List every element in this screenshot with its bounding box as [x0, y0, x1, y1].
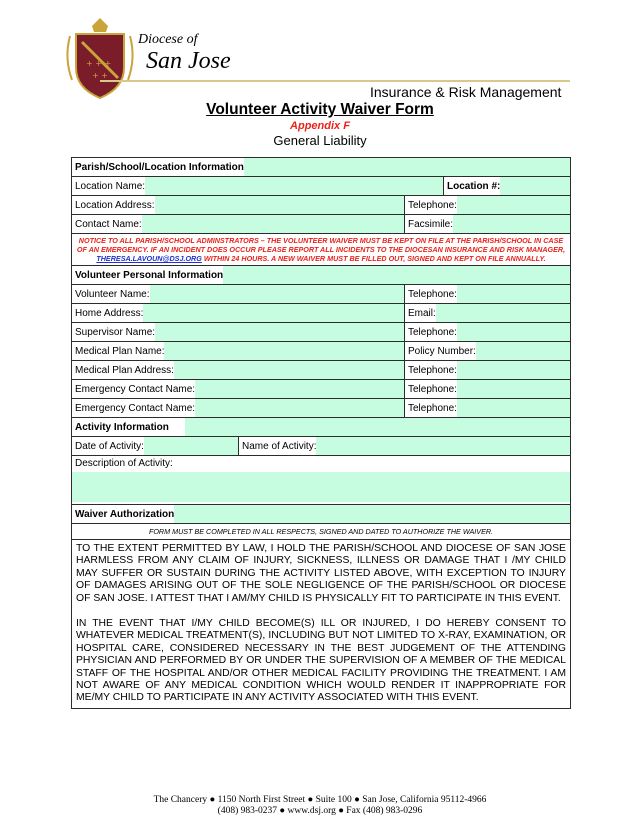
- notice-part1: NOTICE TO ALL PARISH/SCHOOL ADMINSTRATORS – THE VOLUNTEER WAIVER MUST BE KEPT ON FILE AT THE PARISH/SCHOOL IN CASE OF AN EMERGENCY. IF AN INCIDENT DOES OCCUR PLEASE REPORT ALL INCIDENTS TO THE DIOCESAN INSURANCE AND RISK MANAGER,: [76, 236, 566, 254]
- location-number-field[interactable]: [500, 177, 570, 195]
- location-telephone-label: Telephone:: [408, 199, 457, 211]
- form-subtitle: General Liability: [273, 133, 367, 148]
- location-number-label: Location #:: [447, 180, 501, 192]
- activity-name-field[interactable]: [316, 437, 570, 455]
- header-divider: [100, 80, 570, 82]
- emergency-telephone-label: Telephone:: [408, 383, 457, 395]
- emergency-contact-row-1: [72, 380, 570, 399]
- home-address-row: [72, 304, 570, 323]
- emergency-contact-field-2[interactable]: [195, 399, 404, 417]
- activity-description-row: [72, 456, 570, 505]
- logo-text-line1: Diocese of: [138, 32, 198, 47]
- email-label: Email:: [408, 307, 436, 319]
- section-title-volunteer: Volunteer Personal Information: [75, 269, 224, 281]
- department-name: Insurance & Risk Management: [370, 84, 562, 100]
- section-title-waiver: Waiver Authorization: [75, 508, 175, 520]
- svg-text:+ + +: + + +: [86, 59, 112, 68]
- location-address-row: [72, 196, 570, 215]
- activity-date-label: Date of Activity:: [75, 440, 144, 452]
- activity-date-field[interactable]: [144, 437, 238, 455]
- notice-part2: WITHIN 24 HOURS. A NEW WAIVER MUST BE FILLED OUT, SIGNED AND KEPT ON FILE ANNUALLY.: [201, 254, 546, 263]
- volunteer-name-field[interactable]: [150, 285, 405, 303]
- activity-description-field[interactable]: [72, 472, 570, 502]
- emergency-telephone-label-2: Telephone:: [408, 402, 457, 414]
- policy-number-label: Policy Number:: [408, 345, 476, 357]
- section-title-activity: Activity Information: [75, 421, 169, 433]
- completion-note: FORM MUST BE COMPLETED IN ALL RESPECTS, SIGNED AND DATED TO AUTHORIZE THE WAIVER.: [72, 524, 570, 540]
- supervisor-telephone-label: Telephone:: [408, 326, 457, 338]
- medical-plan-row: [72, 342, 570, 361]
- medical-plan-address-field[interactable]: [174, 361, 404, 379]
- footer-contact: (408) 983-0237 ● www.dsj.org ● Fax (408) 983-0296: [217, 806, 423, 816]
- email-field[interactable]: [436, 304, 570, 322]
- section-fill: [174, 505, 570, 523]
- home-address-label: Home Address:: [75, 307, 144, 319]
- activity-description-label: Description of Activity:: [75, 458, 173, 469]
- volunteer-telephone-field[interactable]: [457, 285, 570, 303]
- location-address-field[interactable]: [155, 196, 405, 214]
- policy-number-field[interactable]: [476, 342, 570, 360]
- waiver-form: [71, 157, 571, 709]
- form-title: Volunteer Activity Waiver Form: [206, 101, 434, 118]
- footer: [0, 795, 640, 817]
- medical-plan-telephone-label: Telephone:: [408, 364, 457, 376]
- emergency-contact-label: Emergency Contact Name:: [75, 383, 196, 395]
- section-header-location: [72, 158, 570, 177]
- home-address-field[interactable]: [143, 304, 404, 322]
- emergency-telephone-field[interactable]: [457, 380, 570, 398]
- emergency-telephone-field-2[interactable]: [457, 399, 570, 417]
- volunteer-telephone-label: Telephone:: [408, 288, 457, 300]
- location-address-label: Location Address:: [75, 199, 155, 211]
- facsimile-label: Facsimile:: [408, 218, 454, 230]
- location-name-field[interactable]: [145, 177, 443, 195]
- supervisor-telephone-field[interactable]: [457, 323, 570, 341]
- contact-name-row: [72, 215, 570, 234]
- location-name-row: [72, 177, 570, 196]
- medical-plan-address-row: [72, 361, 570, 380]
- contact-name-field[interactable]: [142, 215, 404, 233]
- section-header-waiver: [72, 505, 570, 524]
- location-name-label: Location Name:: [75, 180, 146, 192]
- notice-text: [72, 234, 570, 266]
- supervisor-name-label: Supervisor Name:: [75, 326, 156, 338]
- logo-text-line2: San Jose: [146, 48, 231, 74]
- footer-address: The Chancery ● 1150 North First Street ● Suite 100 ● San Jose, California 95112-4966: [153, 795, 487, 805]
- waiver-paragraph-2: IN THE EVENT THAT I/MY CHILD BECOME(S) ILL OR INJURED, I DO HEREBY CONSENT TO WHATEVER MEDICAL TREATMENT(S), INCLUDING BUT NOT LIMITED TO X-RAY, EXAMINATION, OR HOSPITAL CARE, CONSIDERED NECESSARY IN THE BEST JUDGEMENT OF THE ATTENDING PHYSICIAN AND PERFORMED BY OR UNDER THE SUPERVISION OF A MEMBER OF THE MEDICAL STAFF OF THE HOSPITAL AND/OR OTHER MEDICAL FACILITY PROVIDING THE TREATMENT. I AM NOT AWARE OF ANY MEDICAL CONDITION WHICH WOULD RENDER IT INAPPROPRIATE FOR ME/MY CHILD TO PARTICIPATE IN ANY ACTIVITY ASSOCIATED WITH THIS EVENT.: [76, 618, 566, 704]
- activity-name-label: Name of Activity:: [242, 440, 317, 452]
- activity-row: [72, 437, 570, 456]
- supervisor-row: [72, 323, 570, 342]
- svg-text:+ +: + +: [92, 71, 108, 80]
- emergency-contact-label-2: Emergency Contact Name:: [75, 402, 196, 414]
- facsimile-field[interactable]: [453, 215, 570, 233]
- supervisor-name-field[interactable]: [155, 323, 404, 341]
- section-header-volunteer: [72, 266, 570, 285]
- medical-plan-field[interactable]: [164, 342, 404, 360]
- waiver-text: [72, 540, 570, 708]
- section-fill: [244, 158, 570, 176]
- risk-manager-email-link[interactable]: THERESA.LAVOUN@DSJ.ORG: [96, 254, 202, 263]
- medical-plan-telephone-field[interactable]: [457, 361, 570, 379]
- section-fill: [185, 418, 570, 436]
- medical-plan-label: Medical Plan Name:: [75, 345, 165, 357]
- section-header-activity: [72, 418, 570, 437]
- medical-plan-address-label: Medical Plan Address:: [75, 364, 174, 376]
- section-title-location: Parish/School/Location Information: [75, 161, 244, 173]
- appendix-label: Appendix F: [290, 120, 350, 132]
- volunteer-name-row: [72, 285, 570, 304]
- waiver-paragraph-1: TO THE EXTENT PERMITTED BY LAW, I HOLD THE PARISH/SCHOOL AND DIOCESE OF SAN JOSE HARMLESS FROM ANY CLAIM OF INJURY, SICKNESS, ILLNESS OR DAMAGE THAT I /MY CHILD MAY SUFFER OR SUSTAIN DURING THE ACTIVITY LISTED ABOVE, WITH EXCEPTION TO INJURY OF DAMAGES ARISING OUT OF THE SOLE NEGLIGENCE OF THE PARISH/SCHOOL OR DIOCESE OF SAN JOSE. I ATTEST THAT I AM/MY CHILD IS PHYSICALLY FIT TO PARTICIPATE IN THIS EVENT.: [76, 543, 566, 604]
- diocese-logo: [62, 18, 232, 102]
- emergency-contact-field[interactable]: [195, 380, 404, 398]
- contact-name-label: Contact Name:: [75, 218, 142, 230]
- section-fill: [223, 266, 570, 284]
- location-telephone-field[interactable]: [457, 196, 570, 214]
- emergency-contact-row-2: [72, 399, 570, 418]
- volunteer-name-label: Volunteer Name:: [75, 288, 150, 300]
